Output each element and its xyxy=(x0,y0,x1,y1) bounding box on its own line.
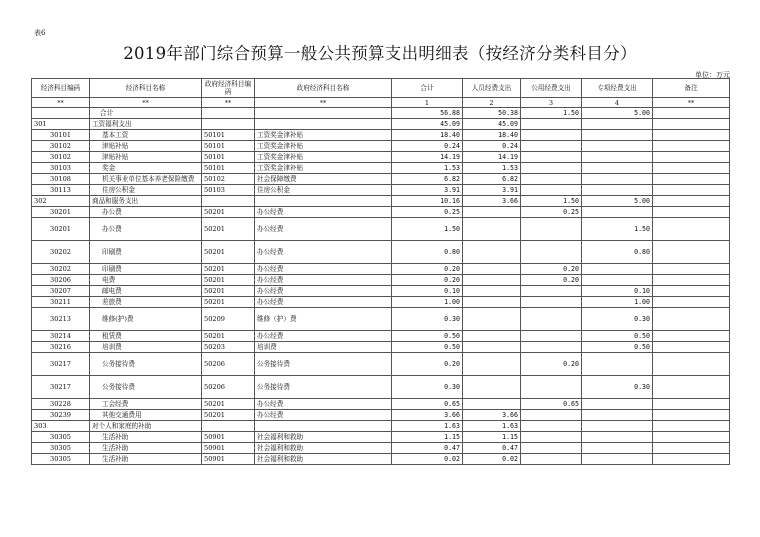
gov-code-cell xyxy=(202,119,255,130)
special-cell xyxy=(582,185,653,196)
note-cell xyxy=(653,297,730,308)
total-cell: 0.24 xyxy=(392,141,463,152)
page-title: 2019年部门综合预算一般公共预算支出明细表（按经济分类科目分） xyxy=(123,44,637,63)
econ-code-cell: 30216 xyxy=(32,342,90,353)
gov-code-cell: 50201 xyxy=(202,241,255,264)
gov-code-cell: 50201 xyxy=(202,264,255,275)
table-row xyxy=(32,286,730,297)
total-cell: 10.16 xyxy=(392,196,463,207)
table-row xyxy=(32,432,730,443)
note-cell xyxy=(653,432,730,443)
special-cell xyxy=(582,421,653,432)
table-row xyxy=(32,376,730,399)
gov-code-cell: 50201 xyxy=(202,218,255,241)
header-total: 合计 xyxy=(392,79,463,98)
personnel-cell xyxy=(463,308,521,331)
note-cell xyxy=(653,264,730,275)
note-cell xyxy=(653,174,730,185)
personnel-cell: 6.82 xyxy=(463,174,521,185)
special-cell xyxy=(582,174,653,185)
personnel-cell xyxy=(463,275,521,286)
econ-code-cell: 30213 xyxy=(32,308,90,331)
table-row xyxy=(32,108,730,119)
table-row xyxy=(32,264,730,275)
gov-code-cell: 50201 xyxy=(202,399,255,410)
econ-code-cell: 30305 xyxy=(32,454,90,465)
econ-name-cell: 电费 xyxy=(90,275,202,286)
econ-name-cell: 奖金 xyxy=(90,163,202,174)
table-row xyxy=(32,185,730,196)
note-cell xyxy=(653,241,730,264)
gov-code-cell: 50201 xyxy=(202,410,255,421)
public-cell: 0.25 xyxy=(521,207,582,218)
special-cell: 0.80 xyxy=(582,241,653,264)
note-cell xyxy=(653,108,730,119)
public-cell xyxy=(521,331,582,342)
index-cell: 2 xyxy=(463,98,521,108)
personnel-cell xyxy=(463,331,521,342)
econ-code-cell: 30239 xyxy=(32,410,90,421)
gov-code-cell xyxy=(202,108,255,119)
gov-code-cell xyxy=(202,421,255,432)
header-public: 公用经费支出 xyxy=(521,79,582,98)
note-cell xyxy=(653,163,730,174)
total-cell: 14.19 xyxy=(392,152,463,163)
public-cell xyxy=(521,432,582,443)
econ-code-cell: 30202 xyxy=(32,241,90,264)
index-cell: ** xyxy=(32,98,90,108)
total-cell: 0.20 xyxy=(392,264,463,275)
econ-code-cell: 30102 xyxy=(32,141,90,152)
personnel-cell xyxy=(463,264,521,275)
table-row xyxy=(32,119,730,130)
table-row xyxy=(32,342,730,353)
table-row xyxy=(32,331,730,342)
gov-name-cell: 工资奖金津补贴 xyxy=(255,152,392,163)
econ-code-cell: 30228 xyxy=(32,399,90,410)
econ-name-cell: 生活补助 xyxy=(90,443,202,454)
index-cell: 4 xyxy=(582,98,653,108)
note-cell xyxy=(653,353,730,376)
table-row xyxy=(32,163,730,174)
special-cell xyxy=(582,152,653,163)
gov-name-cell: 办公经费 xyxy=(255,399,392,410)
total-cell: 3.91 xyxy=(392,185,463,196)
special-cell xyxy=(582,454,653,465)
public-cell xyxy=(521,185,582,196)
personnel-cell: 3.66 xyxy=(463,410,521,421)
note-cell xyxy=(653,342,730,353)
total-cell: 1.53 xyxy=(392,163,463,174)
total-cell: 0.20 xyxy=(392,353,463,376)
econ-name-cell: 维修(护)费 xyxy=(90,308,202,331)
econ-name-cell: 公务接待费 xyxy=(90,376,202,399)
gov-name-cell: 工资奖金津补贴 xyxy=(255,130,392,141)
header-row xyxy=(32,79,730,98)
special-cell xyxy=(582,141,653,152)
table-row xyxy=(32,399,730,410)
special-cell: 0.30 xyxy=(582,308,653,331)
note-cell xyxy=(653,218,730,241)
public-cell: 0.20 xyxy=(521,353,582,376)
total-cell: 0.25 xyxy=(392,207,463,218)
gov-name-cell: 办公经费 xyxy=(255,275,392,286)
econ-name-cell: 办公费 xyxy=(90,218,202,241)
econ-code-cell: 30206 xyxy=(32,275,90,286)
public-cell xyxy=(521,241,582,264)
note-cell xyxy=(653,130,730,141)
public-cell: 1.50 xyxy=(521,196,582,207)
public-cell xyxy=(521,218,582,241)
gov-code-cell: 50101 xyxy=(202,130,255,141)
personnel-cell: 3.91 xyxy=(463,185,521,196)
econ-code-cell: 303 xyxy=(32,421,90,432)
note-cell xyxy=(653,152,730,163)
gov-name-cell: 办公经费 xyxy=(255,286,392,297)
econ-code-cell: 30211 xyxy=(32,297,90,308)
personnel-cell: 1.53 xyxy=(463,163,521,174)
expenditure-table xyxy=(31,78,730,465)
total-cell: 0.20 xyxy=(392,275,463,286)
gov-code-cell: 50201 xyxy=(202,286,255,297)
econ-code-cell: 30201 xyxy=(32,218,90,241)
gov-code-cell: 50102 xyxy=(202,174,255,185)
econ-code-cell: 30207 xyxy=(32,286,90,297)
gov-name-cell xyxy=(255,421,392,432)
total-cell: 0.50 xyxy=(392,342,463,353)
personnel-cell xyxy=(463,342,521,353)
special-cell xyxy=(582,399,653,410)
special-cell: 0.10 xyxy=(582,286,653,297)
gov-name-cell: 办公经费 xyxy=(255,264,392,275)
personnel-cell: 50.38 xyxy=(463,108,521,119)
table-row xyxy=(32,174,730,185)
econ-name-cell: 住房公积金 xyxy=(90,185,202,196)
total-cell: 0.10 xyxy=(392,286,463,297)
public-cell xyxy=(521,119,582,130)
econ-name-cell: 租赁费 xyxy=(90,331,202,342)
table-row xyxy=(32,443,730,454)
econ-name-cell: 津贴补贴 xyxy=(90,141,202,152)
table-row xyxy=(32,141,730,152)
note-cell xyxy=(653,331,730,342)
gov-code-cell: 50901 xyxy=(202,432,255,443)
special-cell xyxy=(582,119,653,130)
header-note: 备注 xyxy=(653,79,730,98)
index-cell: 3 xyxy=(521,98,582,108)
public-cell xyxy=(521,308,582,331)
personnel-cell: 14.19 xyxy=(463,152,521,163)
table-row xyxy=(32,207,730,218)
public-cell xyxy=(521,342,582,353)
header-gov-code: 政府经济科目编码 xyxy=(202,79,255,98)
public-cell xyxy=(521,297,582,308)
table-row xyxy=(32,152,730,163)
table-number-label: 表6 xyxy=(34,29,46,37)
total-cell: 1.15 xyxy=(392,432,463,443)
gov-name-cell: 办公经费 xyxy=(255,297,392,308)
special-cell xyxy=(582,130,653,141)
public-cell: 0.20 xyxy=(521,275,582,286)
econ-code-cell: 30217 xyxy=(32,376,90,399)
public-cell xyxy=(521,286,582,297)
personnel-cell xyxy=(463,241,521,264)
special-cell xyxy=(582,163,653,174)
econ-name-cell: 生活补助 xyxy=(90,432,202,443)
personnel-cell: 0.24 xyxy=(463,141,521,152)
table-row xyxy=(32,297,730,308)
public-cell: 1.50 xyxy=(521,108,582,119)
econ-name-cell: 办公费 xyxy=(90,207,202,218)
econ-name-cell: 工资福利支出 xyxy=(90,119,202,130)
special-cell xyxy=(582,264,653,275)
header-special: 专项经费支出 xyxy=(582,79,653,98)
special-cell: 5.00 xyxy=(582,196,653,207)
table-row xyxy=(32,275,730,286)
personnel-cell: 3.66 xyxy=(463,196,521,207)
econ-code-cell: 30305 xyxy=(32,443,90,454)
public-cell xyxy=(521,141,582,152)
table-row xyxy=(32,353,730,376)
special-cell: 1.00 xyxy=(582,297,653,308)
special-cell: 0.30 xyxy=(582,376,653,399)
econ-name-cell: 其他交通费用 xyxy=(90,410,202,421)
econ-code-cell: 30103 xyxy=(32,163,90,174)
total-cell: 0.30 xyxy=(392,308,463,331)
gov-code-cell: 50201 xyxy=(202,207,255,218)
total-cell: 1.50 xyxy=(392,218,463,241)
econ-name-cell: 邮电费 xyxy=(90,286,202,297)
gov-code-cell: 50201 xyxy=(202,297,255,308)
unit-label: 单位：万元 xyxy=(695,71,730,79)
gov-name-cell: 社会福利和救助 xyxy=(255,454,392,465)
personnel-cell xyxy=(463,376,521,399)
econ-code-cell: 30113 xyxy=(32,185,90,196)
econ-name-cell: 机关事业单位基本养老保险缴费 xyxy=(90,174,202,185)
personnel-cell xyxy=(463,207,521,218)
personnel-cell: 1.63 xyxy=(463,421,521,432)
total-cell: 0.02 xyxy=(392,454,463,465)
gov-name-cell xyxy=(255,196,392,207)
special-cell: 5.00 xyxy=(582,108,653,119)
public-cell xyxy=(521,421,582,432)
table-row xyxy=(32,130,730,141)
special-cell xyxy=(582,207,653,218)
gov-code-cell: 50201 xyxy=(202,275,255,286)
special-cell xyxy=(582,443,653,454)
index-cell: ** xyxy=(202,98,255,108)
note-cell xyxy=(653,308,730,331)
table-row xyxy=(32,421,730,432)
econ-code-cell: 30214 xyxy=(32,331,90,342)
note-cell xyxy=(653,376,730,399)
econ-name-cell: 公务接待费 xyxy=(90,353,202,376)
econ-name-cell: 基本工资 xyxy=(90,130,202,141)
table-row xyxy=(32,196,730,207)
header-gov-name: 政府经济科目名称 xyxy=(255,79,392,98)
gov-code-cell: 50901 xyxy=(202,443,255,454)
gov-name-cell: 公务接待费 xyxy=(255,376,392,399)
index-cell: ** xyxy=(255,98,392,108)
personnel-cell xyxy=(463,297,521,308)
gov-name-cell: 办公经费 xyxy=(255,331,392,342)
econ-code-cell xyxy=(32,108,90,119)
gov-code-cell: 50203 xyxy=(202,342,255,353)
note-cell xyxy=(653,443,730,454)
special-cell xyxy=(582,353,653,376)
table-row xyxy=(32,454,730,465)
special-cell: 0.50 xyxy=(582,331,653,342)
personnel-cell: 0.47 xyxy=(463,443,521,454)
total-cell: 1.63 xyxy=(392,421,463,432)
public-cell xyxy=(521,174,582,185)
note-cell xyxy=(653,119,730,130)
note-cell xyxy=(653,399,730,410)
gov-name-cell: 办公经费 xyxy=(255,218,392,241)
gov-code-cell: 50901 xyxy=(202,454,255,465)
public-cell xyxy=(521,454,582,465)
public-cell xyxy=(521,130,582,141)
note-cell xyxy=(653,185,730,196)
econ-code-cell: 30305 xyxy=(32,432,90,443)
econ-code-cell: 30102 xyxy=(32,152,90,163)
econ-name-cell: 印刷费 xyxy=(90,241,202,264)
note-cell xyxy=(653,286,730,297)
gov-code-cell: 50101 xyxy=(202,141,255,152)
personnel-cell: 18.40 xyxy=(463,130,521,141)
header-econ-name: 经济科目名称 xyxy=(90,79,202,98)
econ-name-cell: 对个人和家庭的补助 xyxy=(90,421,202,432)
econ-name-cell: 合计 xyxy=(90,108,202,119)
gov-name-cell: 工资奖金津补贴 xyxy=(255,163,392,174)
total-cell: 0.80 xyxy=(392,241,463,264)
gov-name-cell xyxy=(255,119,392,130)
econ-code-cell: 30101 xyxy=(32,130,90,141)
public-cell: 0.65 xyxy=(521,399,582,410)
gov-name-cell: 住房公积金 xyxy=(255,185,392,196)
personnel-cell xyxy=(463,218,521,241)
index-cell: ** xyxy=(653,98,730,108)
gov-name-cell: 培训费 xyxy=(255,342,392,353)
total-cell: 0.65 xyxy=(392,399,463,410)
econ-code-cell: 301 xyxy=(32,119,90,130)
personnel-cell: 1.15 xyxy=(463,432,521,443)
total-cell: 6.82 xyxy=(392,174,463,185)
public-cell xyxy=(521,163,582,174)
special-cell xyxy=(582,275,653,286)
gov-name-cell xyxy=(255,108,392,119)
personnel-cell: 45.09 xyxy=(463,119,521,130)
gov-name-cell: 办公经费 xyxy=(255,207,392,218)
gov-name-cell: 维修（护）费 xyxy=(255,308,392,331)
gov-code-cell: 50206 xyxy=(202,376,255,399)
gov-code-cell: 50201 xyxy=(202,331,255,342)
special-cell: 0.50 xyxy=(582,342,653,353)
table-row xyxy=(32,241,730,264)
public-cell: 0.20 xyxy=(521,264,582,275)
index-cell: ** xyxy=(90,98,202,108)
column-index-row xyxy=(32,98,730,108)
public-cell xyxy=(521,443,582,454)
public-cell xyxy=(521,376,582,399)
total-cell: 0.30 xyxy=(392,376,463,399)
total-cell: 0.50 xyxy=(392,331,463,342)
econ-code-cell: 30201 xyxy=(32,207,90,218)
gov-name-cell: 工资奖金津补贴 xyxy=(255,141,392,152)
gov-name-cell: 社会保障缴费 xyxy=(255,174,392,185)
total-cell: 56.88 xyxy=(392,108,463,119)
table-row xyxy=(32,410,730,421)
personnel-cell xyxy=(463,399,521,410)
total-cell: 18.40 xyxy=(392,130,463,141)
gov-code-cell xyxy=(202,196,255,207)
econ-code-cell: 30108 xyxy=(32,174,90,185)
econ-name-cell: 差旅费 xyxy=(90,297,202,308)
gov-code-cell: 50101 xyxy=(202,163,255,174)
public-cell xyxy=(521,410,582,421)
econ-name-cell: 印刷费 xyxy=(90,264,202,275)
econ-name-cell: 津贴补贴 xyxy=(90,152,202,163)
special-cell xyxy=(582,432,653,443)
gov-name-cell: 办公经费 xyxy=(255,410,392,421)
total-cell: 45.09 xyxy=(392,119,463,130)
econ-name-cell: 工会经费 xyxy=(90,399,202,410)
gov-name-cell: 公务接待费 xyxy=(255,353,392,376)
econ-name-cell: 商品和服务支出 xyxy=(90,196,202,207)
header-econ-code: 经济科目编码 xyxy=(32,79,90,98)
gov-name-cell: 社会福利和救助 xyxy=(255,432,392,443)
gov-name-cell: 社会福利和救助 xyxy=(255,443,392,454)
gov-code-cell: 50103 xyxy=(202,185,255,196)
special-cell: 1.50 xyxy=(582,218,653,241)
note-cell xyxy=(653,207,730,218)
note-cell xyxy=(653,275,730,286)
note-cell xyxy=(653,196,730,207)
total-cell: 3.66 xyxy=(392,410,463,421)
gov-code-cell: 50206 xyxy=(202,353,255,376)
note-cell xyxy=(653,141,730,152)
total-cell: 0.47 xyxy=(392,443,463,454)
note-cell xyxy=(653,421,730,432)
personnel-cell xyxy=(463,353,521,376)
econ-code-cell: 302 xyxy=(32,196,90,207)
table-row xyxy=(32,308,730,331)
total-cell: 1.00 xyxy=(392,297,463,308)
econ-name-cell: 培训费 xyxy=(90,342,202,353)
gov-code-cell: 50209 xyxy=(202,308,255,331)
table-row xyxy=(32,218,730,241)
special-cell xyxy=(582,410,653,421)
econ-code-cell: 30202 xyxy=(32,264,90,275)
econ-code-cell: 30217 xyxy=(32,353,90,376)
gov-code-cell: 50101 xyxy=(202,152,255,163)
note-cell xyxy=(653,454,730,465)
header-personnel: 人员经费支出 xyxy=(463,79,521,98)
econ-name-cell: 生活补助 xyxy=(90,454,202,465)
personnel-cell: 0.02 xyxy=(463,454,521,465)
personnel-cell xyxy=(463,286,521,297)
gov-name-cell: 办公经费 xyxy=(255,241,392,264)
index-cell: 1 xyxy=(392,98,463,108)
public-cell xyxy=(521,152,582,163)
note-cell xyxy=(653,410,730,421)
